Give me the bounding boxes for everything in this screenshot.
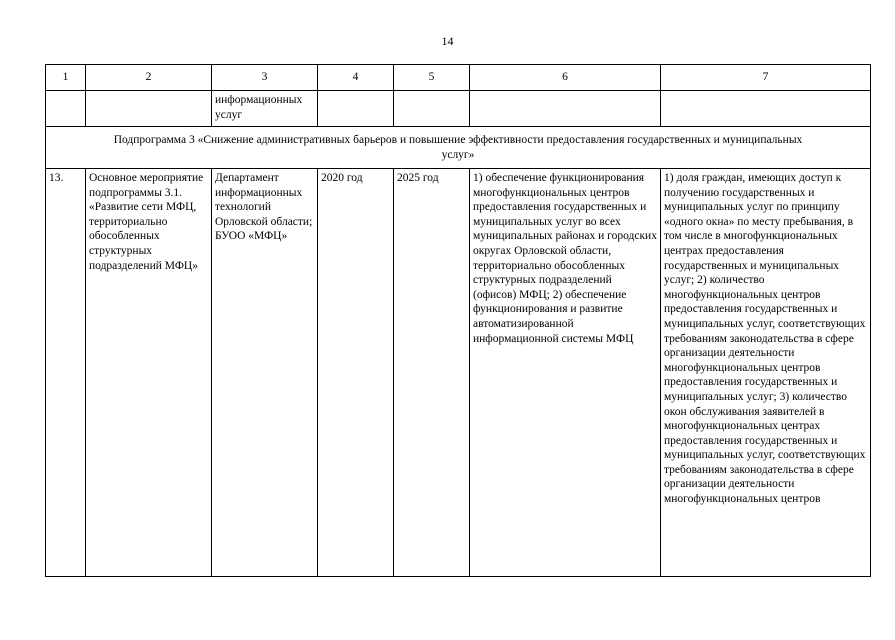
row-executor: Департамент информационных технологий Орловской области; БУОО «МФЦ» (212, 169, 318, 577)
row-measure: Основное мероприятие подпрограммы 3.1. «Развитие сети МФЦ, территориально обособленных структурных подразделений МФЦ» (86, 169, 212, 577)
header-col-7: 7 (661, 65, 871, 91)
table-row (46, 169, 871, 577)
program-table (45, 64, 871, 577)
header-col-3: 3 (212, 65, 318, 91)
header-col-6: 6 (470, 65, 661, 91)
continuation-row (46, 91, 871, 127)
header-col-1: 1 (46, 65, 86, 91)
table-header-row (46, 65, 871, 91)
cont-cell-2 (86, 91, 212, 127)
row-start-year: 2020 год (318, 169, 394, 577)
header-col-4: 4 (318, 65, 394, 91)
cont-cell-3: информационных услуг (212, 91, 318, 127)
cont-cell-6 (470, 91, 661, 127)
cont-cell-1 (46, 91, 86, 127)
page-number: 14 (441, 34, 454, 48)
row-number: 13. (46, 169, 86, 577)
header-col-2: 2 (86, 65, 212, 91)
row-end-year: 2025 год (394, 169, 470, 577)
subprogram-title: Подпрограмма 3 «Снижение административных барьеров и повышение эффективности предоставления государственных и муниципальных услуг» (46, 127, 871, 169)
cont-cell-4 (318, 91, 394, 127)
cont-cell-5 (394, 91, 470, 127)
row-indicators: 1) доля граждан, имеющих доступ к получению государственных и муниципальных услуг по принципу «одного окна» по месту пребывания, в том числе в многофункциональных центрах предоставления государственных и муниципальных услуг; 2) количество многофункциональных центров предоставления государственных и муниципальных услуг, соответствующих требованиям законодательства в сфере организации деятельности многофункциональных центров предоставления государственных и муниципальных услуг; 3) количество окон обслуживания заявителей в многофункциональных центрах предоставления государственных и муниципальных услуг, соответствующих требованиям законодательства в сфере организации деятельности многофункциональных центров (661, 169, 871, 577)
header-col-5: 5 (394, 65, 470, 91)
row-expected-results: 1) обеспечение функционирования многофункциональных центров предоставления государственных и муниципальных услуг во всех муниципальных районах и городских округах Орловской области, территориально обособленных структурных подразделений (офисов) МФЦ; 2) обеспечение функционирования и развитие автоматизированной информационной системы МФЦ (470, 169, 661, 577)
subprogram-row (46, 127, 871, 169)
cont-cell-7 (661, 91, 871, 127)
